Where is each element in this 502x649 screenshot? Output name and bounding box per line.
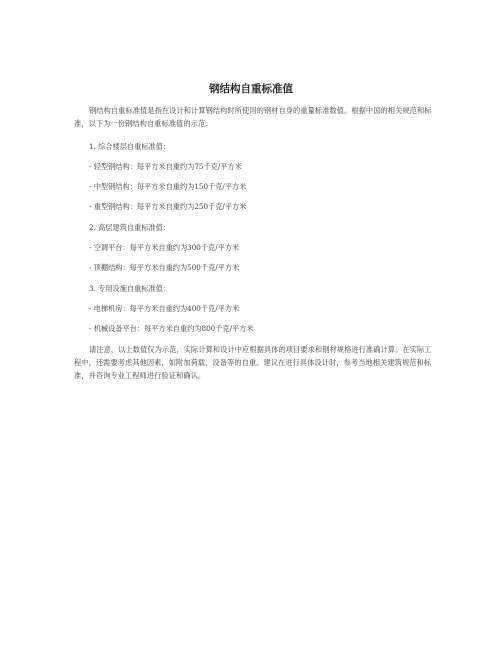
section3-item-elevator-room: - 电梯机房：每平方米自重约为400千克/平方米 (89, 304, 240, 313)
section2-heading: 2. 高层建筑自重标准值： (89, 223, 171, 232)
section3-heading: 3. 专用设施自重标准值： (89, 284, 171, 293)
document-title: 钢结构自重标准值 (209, 83, 293, 95)
section2-item-ceiling: - 顶棚结构：每平方米自重约为500千克/平方米 (89, 263, 240, 272)
note-paragraph: 请注意，以上数值仅为示范，实际计算和设计中应根据具体的项目要求和钢材规格进行准确计算。在实际工程中，还需要考虑其他因素，如附加荷载、设备等的自重。建议在进行具体设计时，参考当地相关建筑规范和标准，并咨询专业工程师进行验证和确认。 (74, 345, 432, 380)
intro-paragraph: 钢结构自重标准值是指在设计和计算钢结构时所使用的钢材自身的重量标准数值。根据中国的相关规范和标准，以下为一份钢结构自重标准值的示范： (74, 106, 432, 128)
section1-heading: 1. 综合楼层自重标准值： (89, 142, 171, 151)
section3-item-machinery-platform: - 机械设备平台：每平方米自重约为800千克/平方米 (89, 324, 254, 333)
section1-item-medium: - 中型钢结构：每平方米自重约为150千克/平方米 (89, 182, 247, 191)
section1-item-light: - 轻型钢结构：每平方米自重约为75千克/平方米 (89, 162, 242, 171)
section1-item-heavy: - 重型钢结构：每平方米自重约为250千克/平方米 (89, 202, 247, 211)
section2-item-ac-platform: - 空调平台：每平方米自重约为300千克/平方米 (89, 243, 240, 252)
